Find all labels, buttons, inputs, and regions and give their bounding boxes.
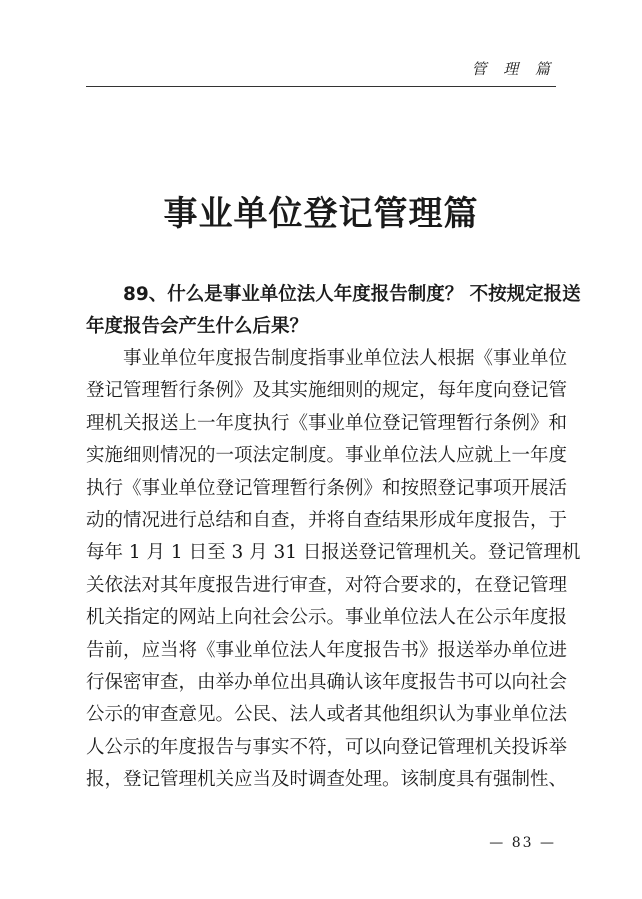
answer-line: 公示的审查意见。公民、法人或者其他组织认为事业单位法 xyxy=(86,704,568,726)
answer-line: 报，登记管理机关应当及时调查处理。该制度具有强制性、 xyxy=(86,769,568,791)
header-rule xyxy=(86,86,556,87)
answer-line: 告前，应当将《事业单位法人年度报告书》报送举办单位进 xyxy=(86,639,568,661)
answer-line: 执行《事业单位登记管理暂行条例》和按照登记事项开展活 xyxy=(86,477,568,499)
answer-line: 理机关报送上一年度执行《事业单位登记管理暂行条例》和 xyxy=(86,412,568,434)
running-header: 管 理 篇 xyxy=(471,60,556,78)
question-line: 89、什么是事业单位法人年度报告制度？ 不按规定报送 xyxy=(123,284,581,305)
answer-line: 事业单位年度报告制度指事业单位法人根据《事业单位 xyxy=(123,348,568,369)
answer-line: 动的情况进行总结和自查，并将自查结果形成年度报告，于 xyxy=(86,510,568,532)
answer-paragraph xyxy=(86,343,581,797)
answer-line: 机关指定的网站上向社会公示。事业单位法人在公示年度报 xyxy=(86,607,568,629)
page-number: — 83 — xyxy=(489,835,556,851)
answer-line: 关依法对其年度报告进行审查，对符合要求的，在登记管理 xyxy=(86,574,568,596)
answer-line: 人公示的年度报告与事实不符，可以向登记管理机关投诉举 xyxy=(86,736,568,758)
answer-line: 行保密审查，由举办单位出具确认该年度报告书可以向社会 xyxy=(86,672,568,694)
answer-line: 实施细则情况的一项法定制度。事业单位法人应就上一年度 xyxy=(86,445,568,467)
answer-line: 每年 1 月 1 日至 3 月 31 日报送登记管理机关。登记管理机 xyxy=(86,542,581,564)
question-heading xyxy=(86,279,581,343)
chapter-title: 事业单位登记管理篇 xyxy=(163,194,479,234)
answer-line: 登记管理暂行条例》及其实施细则的规定，每年度向登记管 xyxy=(86,380,568,402)
question-line: 年度报告会产生什么后果？ xyxy=(86,316,309,337)
